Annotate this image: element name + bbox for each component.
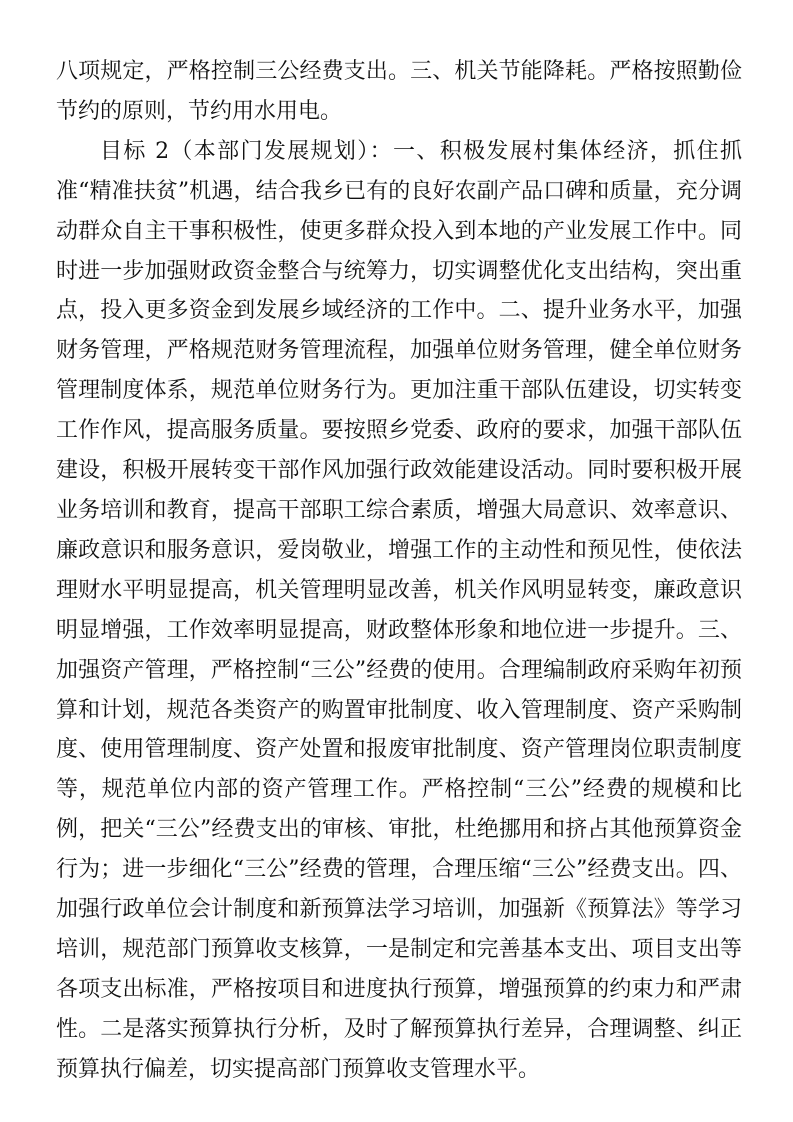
paragraph-goal-2: 目标 2（本部门发展规划）：一、积极发展村集体经济，抓住抓准“精准扶贫”机遇，结合我乡已有的良好农副产品口碑和质量，充分调动群众自主干事积极性，使更多群众投入到本地的产业发展工作中。同时进一步加强财政资金整合与统筹力，切实调整优化支出结构，突出重点，投入更多资金到发展乡域经济的工作中。二、提升业务水平，加强财务管理，严格规范财务管理流程，加强单位财务管理，健全单位财务管理制度体系，规范单位财务行为。更加注重干部队伍建设，切实转变工作作风，提高服务质量。要按照乡党委、政府的要求，加强干部队伍建设，积极开展转变干部作风加强行政效能建设活动。同时要积极开展业务培训和教育，提高干部职工综合素质，增强大局意识、效率意识、廉政意识和服务意识，爱岗敬业，增强工作的主动性和预见性，使依法理财水平明显提高，机关管理明显改善，机关作风明显转变，廉政意识明显增强，工作效率明显提高，财政整体形象和地位进一步提升。三、加强资产管理，严格控制“三公”经费的使用。合理编制政府采购年初预算和计划，规范各类资产的购置审批制度、收入管理制度、资产采购制度、使用管理制度、资产处置和报废审批制度、资产管理岗位职责制度等，规范单位内部的资产管理工作。严格控制“三公”经费的规模和比例，把关“三公”经费支出的审核、审批，杜绝挪用和挤占其他预算资金行为；进一步细化“三公”经费的管理，合理压缩“三公”经费支出。四、加强行政单位会计制度和新预算法学习培训，加强新《预算法》等学习培训，规范部门预算收支核算，一是制定和完善基本支出、项目支出等各项支出标准，严格按项目和进度执行预算，增强预算的约束力和严肃性。二是落实预算执行分析，及时了解预算执行差异，合理调整、纠正预算执行偏差，切实提高部门预算收支管理水平。	[56, 138, 742, 1082]
paragraph-continuation: 八项规定，严格控制三公经费支出。三、机关节能降耗。严格按照勤俭节约的原则，节约用水用电。	[56, 59, 742, 124]
body-text	[56, 52, 742, 1090]
